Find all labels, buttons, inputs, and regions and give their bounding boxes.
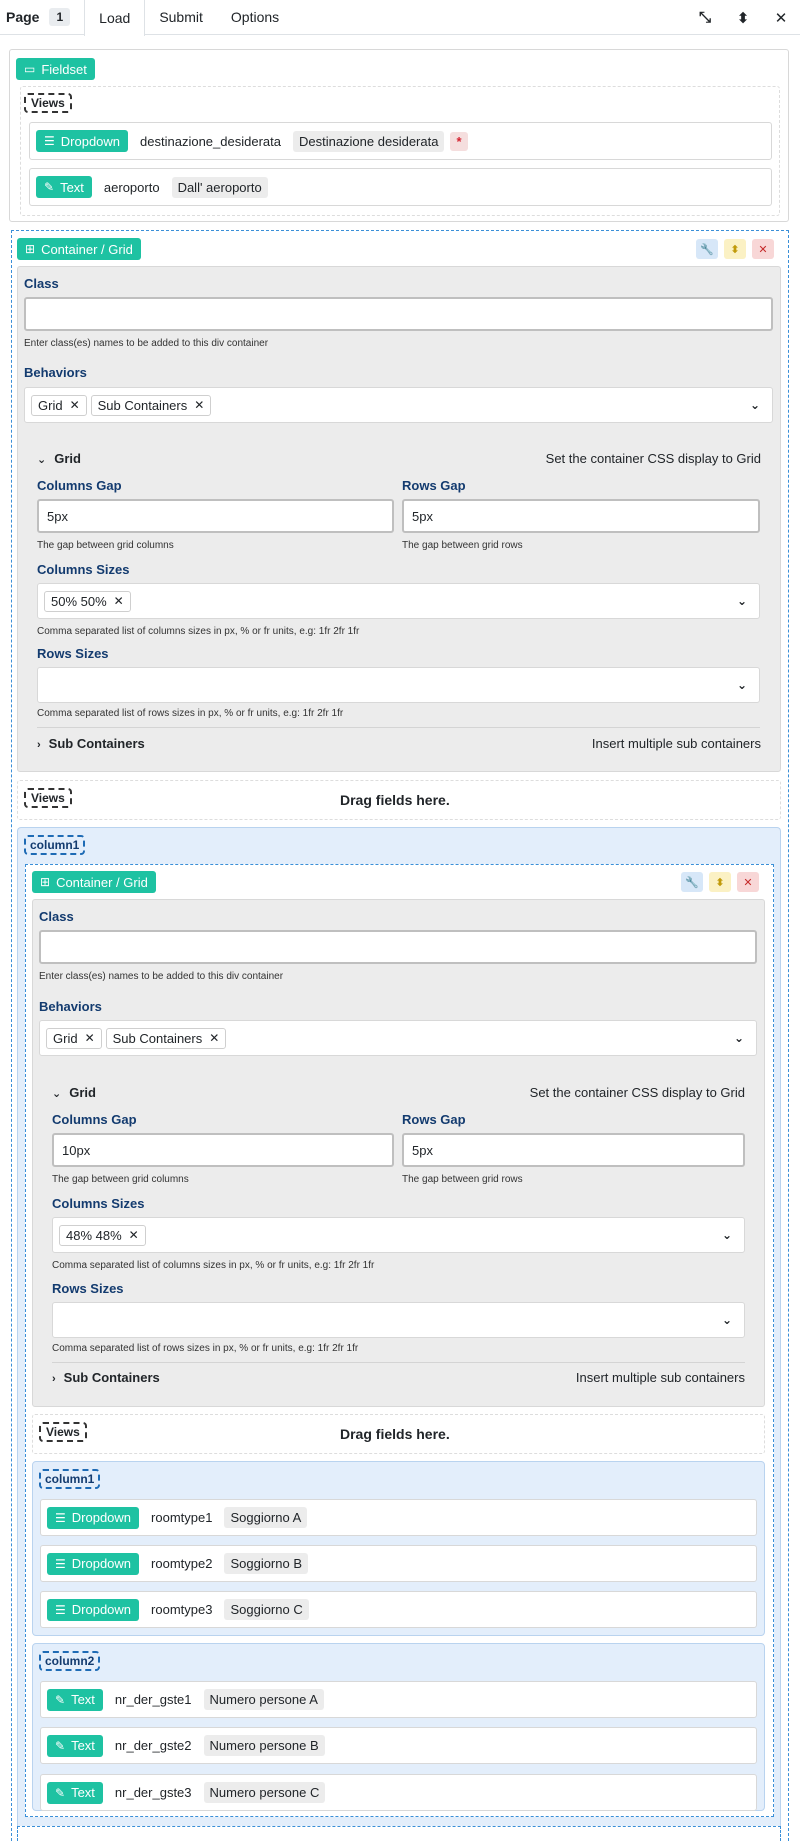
field-row[interactable]: [40, 1499, 757, 1536]
wrench-icon[interactable]: 🔧: [681, 872, 703, 892]
field-label-chip: Soggiorno B: [224, 1553, 308, 1574]
move-icon[interactable]: ⬍: [709, 872, 731, 892]
remove-icon[interactable]: ✕: [209, 1031, 220, 1045]
behavior-chip-grid[interactable]: Grid ✕: [46, 1028, 102, 1049]
columns-gap-input[interactable]: 5px: [37, 499, 394, 533]
behaviors-label: Behaviors: [24, 365, 87, 380]
remove-icon[interactable]: ✕: [113, 594, 124, 608]
columns-gap-input[interactable]: 10px: [52, 1133, 394, 1167]
page-number-badge[interactable]: 1: [49, 8, 70, 26]
text-badge: ✎ Text: [47, 1735, 103, 1757]
drag-hint: Drag fields here.: [340, 792, 450, 808]
delete-icon[interactable]: ✕: [752, 239, 774, 259]
container-toolbar: [681, 872, 759, 892]
columns-gap-label: Columns Gap: [37, 478, 122, 493]
column-tag: column1: [24, 835, 85, 855]
column-tag: column1: [39, 1469, 100, 1489]
rows-sizes-select[interactable]: [52, 1302, 745, 1338]
remove-icon[interactable]: ✕: [84, 1031, 95, 1045]
chevron-down-icon[interactable]: ⌄: [721, 1313, 732, 1327]
class-help: Enter class(es) names to be added to this div container: [39, 971, 284, 982]
field-row[interactable]: [29, 168, 772, 206]
columns-gap-help: The gap between grid columns: [52, 1174, 189, 1185]
edit-icon: ✎: [55, 1738, 66, 1753]
fieldset-badge[interactable]: ▭ Fieldset: [16, 58, 95, 80]
behaviors-select[interactable]: [39, 1020, 757, 1056]
rows-sizes-help: Comma separated list of rows sizes in px, % or fr units, e.g: 1fr 2fr 1fr: [52, 1343, 359, 1354]
behaviors-label: Behaviors: [39, 999, 102, 1014]
chevron-down-icon: ⌄: [37, 454, 47, 466]
rows-gap-input[interactable]: 5px: [402, 1133, 745, 1167]
behavior-chip-sub[interactable]: Sub Containers ✕: [106, 1028, 227, 1049]
chevron-down-icon[interactable]: ⌄: [721, 1228, 732, 1242]
fieldset-icon: ▭: [24, 62, 36, 76]
chevron-down-icon[interactable]: ⌄: [736, 678, 747, 692]
edit-icon: ✎: [55, 1692, 66, 1707]
grid-desc: Set the container CSS display to Grid: [545, 451, 761, 466]
rows-gap-input[interactable]: 5px: [402, 499, 760, 533]
text-badge: ✎ Text: [47, 1689, 103, 1711]
field-name: nr_der_gste2: [114, 1738, 192, 1753]
sub-containers-header[interactable]: › Sub Containers Insert multiple sub containers: [52, 1370, 745, 1385]
field-row[interactable]: [40, 1774, 757, 1811]
class-label: Class: [39, 909, 74, 924]
grid-section-header[interactable]: ⌄ Grid Set the container CSS display to Grid: [37, 451, 761, 466]
field-row[interactable]: [40, 1545, 757, 1582]
field-row[interactable]: [29, 122, 772, 160]
remove-icon[interactable]: ✕: [69, 398, 80, 412]
chevron-down-icon[interactable]: ⌄: [733, 1031, 744, 1045]
dropdown-badge: ☰ Dropdown: [47, 1553, 139, 1575]
class-input[interactable]: [24, 297, 773, 331]
field-name: nr_der_gste1: [114, 1692, 192, 1707]
columns-sizes-label: Columns Sizes: [52, 1196, 145, 1211]
drag-hint: Drag fields here.: [340, 1426, 450, 1442]
rows-sizes-select[interactable]: [37, 667, 760, 703]
columns-gap-label: Columns Gap: [52, 1112, 137, 1127]
sub-containers-desc: Insert multiple sub containers: [591, 736, 761, 751]
compress-icon[interactable]: ⤡: [698, 9, 711, 26]
behaviors-select[interactable]: [24, 387, 773, 423]
list-icon: ☰: [55, 1556, 66, 1571]
chevron-right-icon: ›: [52, 1373, 56, 1385]
text-badge: ✎ Text: [36, 176, 92, 198]
grid-section-header[interactable]: ⌄ Grid Set the container CSS display to Grid: [52, 1085, 745, 1100]
remove-icon[interactable]: ✕: [128, 1228, 139, 1242]
grid-desc: Set the container CSS display to Grid: [529, 1085, 745, 1100]
columns-size-chip[interactable]: 48% 48% ✕: [59, 1225, 146, 1246]
grid-icon: ⊞: [40, 875, 51, 889]
list-icon: ☰: [55, 1510, 66, 1525]
wrench-icon[interactable]: 🔧: [696, 239, 718, 259]
field-label-chip: Destinazione desiderata: [293, 131, 444, 152]
field-label-chip: Numero persone B: [204, 1735, 325, 1756]
field-label-chip: Dall' aeroporto: [172, 177, 268, 198]
class-label: Class: [24, 276, 59, 291]
behavior-chip-sub[interactable]: Sub Containers ✕: [91, 395, 212, 416]
class-help: Enter class(es) names to be added to this div container: [24, 338, 269, 349]
rows-sizes-label: Rows Sizes: [52, 1281, 124, 1296]
move-icon[interactable]: ⬍: [724, 239, 746, 259]
tab-options[interactable]: Options: [230, 9, 280, 25]
chevron-down-icon[interactable]: ⌄: [749, 398, 760, 412]
field-label-chip: Soggiorno C: [224, 1599, 308, 1620]
divider: [52, 1362, 745, 1363]
rows-gap-label: Rows Gap: [402, 1112, 466, 1127]
field-name: nr_der_gste3: [114, 1785, 192, 1800]
views-tag: Views: [24, 93, 72, 113]
field-row[interactable]: [40, 1591, 757, 1628]
rows-sizes-label: Rows Sizes: [37, 646, 109, 661]
columns-sizes-help: Comma separated list of columns sizes in px, % or fr units, e.g: 1fr 2fr 1fr: [52, 1260, 375, 1271]
field-name: roomtype2: [151, 1556, 213, 1571]
field-row[interactable]: [40, 1681, 757, 1718]
sub-containers-header[interactable]: › Sub Containers Insert multiple sub containers: [37, 736, 761, 751]
close-icon[interactable]: ✕: [774, 9, 788, 27]
delete-icon[interactable]: ✕: [737, 872, 759, 892]
columns-sizes-help: Comma separated list of columns sizes in px, % or fr units, e.g: 1fr 2fr 1fr: [37, 626, 360, 637]
columns-gap-help: The gap between grid columns: [37, 540, 174, 551]
divider: [37, 727, 760, 728]
tab-submit[interactable]: Submit: [159, 9, 203, 25]
field-label-chip: Soggiorno A: [224, 1507, 307, 1528]
columns-size-chip[interactable]: 50% 50% ✕: [44, 591, 131, 612]
rows-sizes-help: Comma separated list of rows sizes in px, % or fr units, e.g: 1fr 2fr 1fr: [37, 708, 344, 719]
field-label-chip: Numero persone A: [204, 1689, 324, 1710]
required-badge: *: [450, 132, 467, 151]
container-grid-badge[interactable]: ⊞ Container / Grid: [17, 238, 141, 260]
chevron-right-icon: ›: [37, 739, 41, 751]
sort-icon[interactable]: ⬍: [736, 9, 750, 27]
sub-containers-desc: Insert multiple sub containers: [575, 1370, 745, 1385]
tab-load[interactable]: Load: [84, 0, 145, 36]
chevron-down-icon[interactable]: ⌄: [736, 594, 747, 608]
columns-sizes-select[interactable]: [37, 583, 760, 619]
edit-icon: ✎: [44, 180, 55, 194]
chevron-down-icon: ⌄: [52, 1088, 62, 1100]
rows-gap-help: The gap between grid rows: [402, 1174, 523, 1185]
outer-column2-peek: [17, 1826, 781, 1841]
page-label: Page: [6, 9, 40, 25]
list-icon: ☰: [44, 134, 55, 148]
columns-sizes-label: Columns Sizes: [37, 562, 130, 577]
column-tag: column2: [39, 1651, 100, 1671]
dropdown-badge: ☰ Dropdown: [47, 1507, 139, 1529]
rows-gap-help: The gap between grid rows: [402, 540, 523, 551]
text-badge: ✎ Text: [47, 1782, 103, 1804]
remove-icon[interactable]: ✕: [194, 398, 205, 412]
columns-sizes-select[interactable]: [52, 1217, 745, 1253]
class-input[interactable]: [39, 930, 757, 964]
field-row[interactable]: [40, 1727, 757, 1764]
field-name: destinazione_desiderata: [140, 133, 281, 149]
field-name: roomtype3: [151, 1602, 213, 1617]
rows-gap-label: Rows Gap: [402, 478, 466, 493]
field-label-chip: Numero persone C: [204, 1782, 326, 1803]
dropdown-badge: ☰ Dropdown: [47, 1599, 139, 1621]
edit-icon: ✎: [55, 1785, 66, 1800]
container-toolbar: [696, 239, 774, 259]
field-name: roomtype1: [151, 1510, 213, 1525]
grid-icon: ⊞: [25, 242, 36, 256]
field-name: aeroporto: [103, 179, 160, 195]
views-tag: Views: [39, 1422, 87, 1442]
list-icon: ☰: [55, 1602, 66, 1617]
container-grid-badge[interactable]: ⊞ Container / Grid: [32, 871, 156, 893]
views-tag: Views: [24, 788, 72, 808]
top-bar: [0, 0, 800, 35]
dropdown-badge: ☰ Dropdown: [36, 130, 128, 152]
behavior-chip-grid[interactable]: Grid ✕: [31, 395, 87, 416]
